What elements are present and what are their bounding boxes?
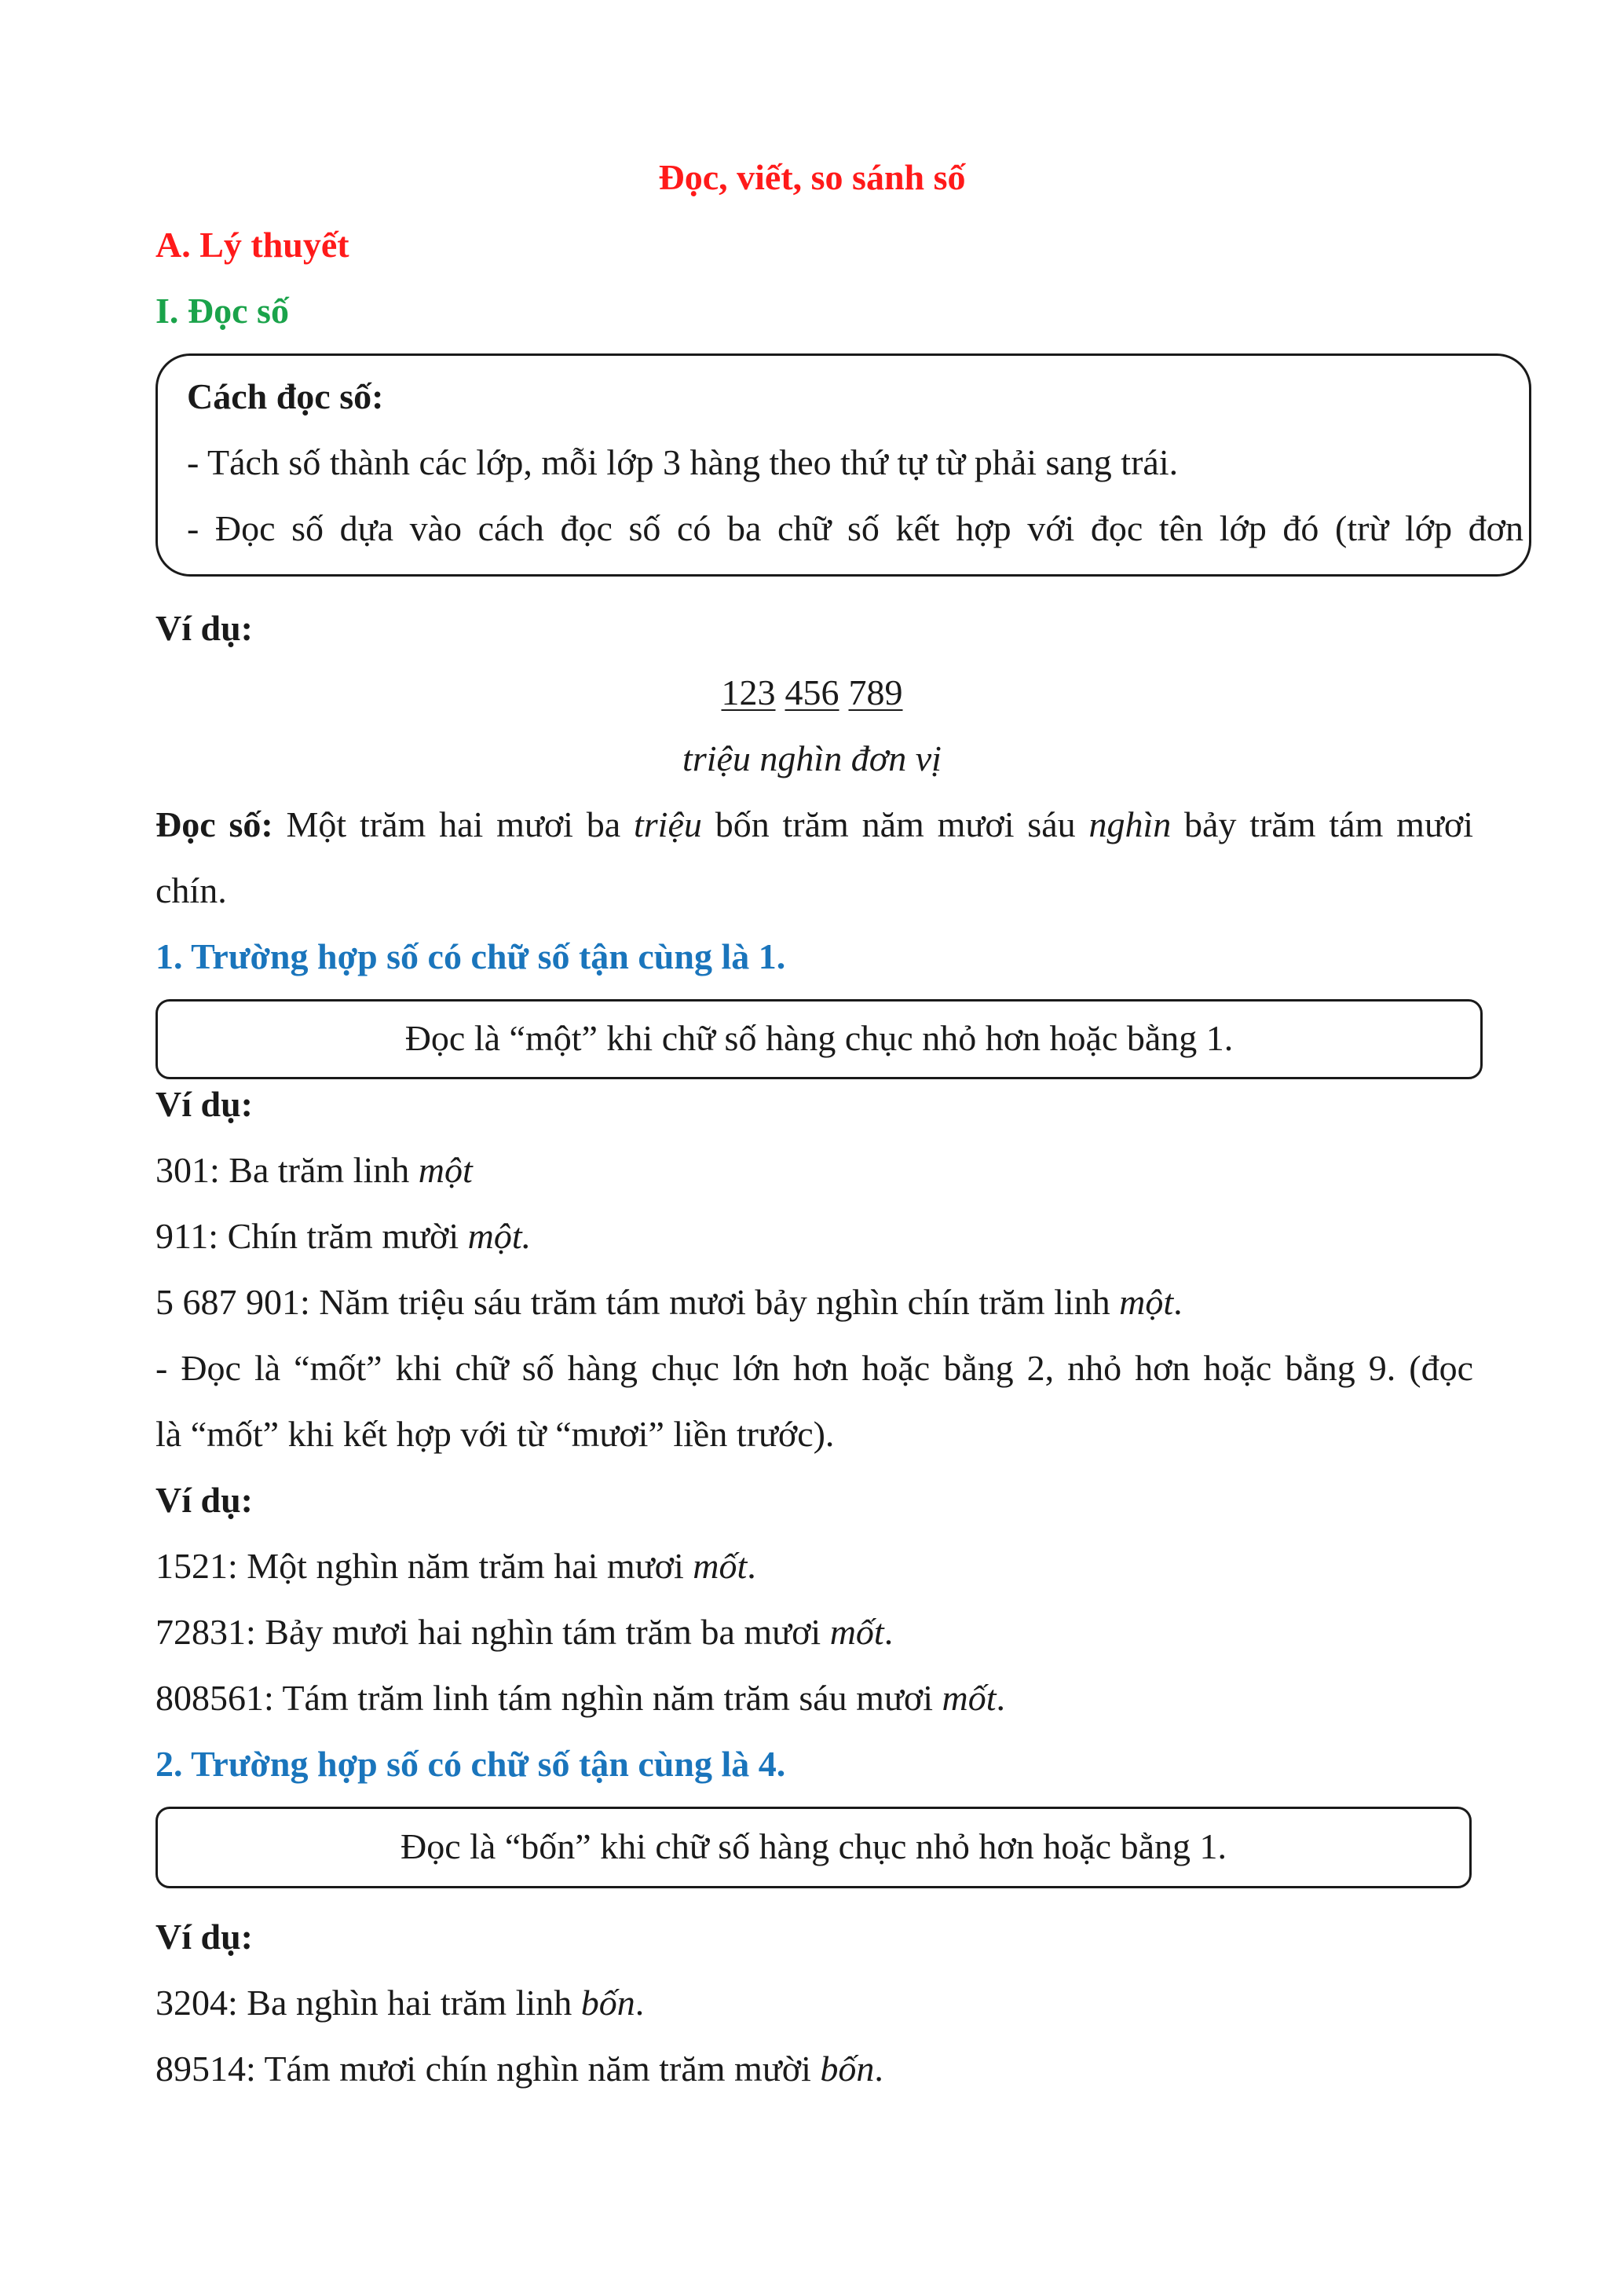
case-1-example-2 [155, 1543, 1469, 1590]
section-i-heading: I. Đọc số [155, 291, 289, 331]
case-1-note-line-2: là “mốt” khi kết hợp với từ “mươi” liền trước). [155, 1414, 835, 1454]
example-number [155, 669, 1469, 716]
case-1-example [155, 1213, 1469, 1260]
number-class-names: triệu nghìn đơn vị [682, 738, 942, 778]
example-suffix: . [747, 1546, 756, 1586]
number-group-millions: 123 [721, 672, 776, 712]
example-text: 72831: Bảy mươi hai nghìn tám trăm ba mươi [155, 1612, 830, 1652]
number-group-thousands: 456 [785, 672, 839, 712]
read-example-part: Một trăm hai mươi ba [272, 804, 634, 844]
read-example-label: Đọc số: [155, 804, 273, 844]
case-2-heading: 2. Trường hợp số có chữ số tận cùng là 4. [155, 1744, 786, 1784]
case-1-example [155, 1279, 1469, 1326]
example-suffix: . [883, 1612, 894, 1652]
example-italic: mốt [942, 1678, 997, 1718]
case-1-example-2 [155, 1609, 1469, 1656]
page-title: Đọc, viết, so sánh số [658, 157, 966, 197]
read-example-part: bảy trăm tám mươi [1171, 804, 1473, 844]
read-example-line-1 [155, 801, 1473, 848]
example-text: 3204: Ba nghìn hai trăm linh [155, 1983, 581, 2023]
example-suffix: . [635, 1983, 645, 2023]
case-1-example-label: Ví dụ: [155, 1084, 253, 1124]
case-2-example-label: Ví dụ: [155, 1917, 253, 1957]
case-1-heading: 1. Trường hợp số có chữ số tận cùng là 1. [155, 936, 786, 976]
rule-box-line-2: - Đọc số dựa vào cách đọc số có ba chữ số kết hợp với đọc tên lớp đó (trừ lớp đơn [187, 508, 1523, 548]
example-suffix: . [874, 2049, 883, 2089]
example-label: Ví dụ: [155, 608, 253, 648]
example-italic: mốt [829, 1612, 884, 1652]
case-1-example [155, 1147, 1469, 1194]
case-2-box-text: Đọc là “bốn” khi chữ số hàng chục nhỏ hơn hoặc bằng 1. [400, 1826, 1227, 1866]
case-1-box-text: Đọc là “một” khi chữ số hàng chục nhỏ hơn hoặc bằng 1. [404, 1018, 1234, 1058]
rule-box-heading: Cách đọc số: [187, 376, 384, 416]
case-1-example-2 [155, 1675, 1469, 1722]
example-italic: bốn [580, 1983, 635, 2023]
example-italic: một [1119, 1282, 1174, 1322]
case-1-example-label-2: Ví dụ: [155, 1480, 253, 1520]
read-example-part: bốn trăm năm mươi sáu [701, 804, 1089, 844]
case-2-example [155, 1979, 1469, 2027]
example-italic: một [418, 1150, 473, 1190]
example-text: 89514: Tám mươi chín nghìn năm trăm mười [155, 2049, 821, 2089]
example-text: 911: Chín trăm mười [155, 1216, 468, 1256]
read-example-italic: triệu [634, 804, 702, 844]
case-1-note-line-1: - Đọc là “mốt” khi chữ số hàng chục lớn hơn hoặc bằng 2, nhỏ hơn hoặc bằng 9. (đọc [155, 1348, 1473, 1388]
example-italic: bốn [820, 2049, 875, 2089]
section-a-heading: A. Lý thuyết [155, 225, 349, 265]
example-italic: mốt [693, 1546, 748, 1586]
example-text: 301: Ba trăm linh [155, 1150, 419, 1190]
example-italic: một. [467, 1216, 532, 1256]
case-2-example [155, 2045, 1469, 2093]
example-suffix: . [1173, 1282, 1183, 1322]
number-group-units: 789 [848, 672, 903, 712]
read-example-line-2: chín. [155, 870, 227, 910]
example-suffix: . [996, 1678, 1005, 1718]
read-example-italic: nghìn [1088, 804, 1172, 844]
example-text: 1521: Một nghìn năm trăm hai mươi [155, 1546, 693, 1586]
example-text: 5 687 901: Năm triệu sáu trăm tám mươi bảy nghìn chín trăm linh [155, 1282, 1120, 1322]
rule-box-line-1: - Tách số thành các lớp, mỗi lớp 3 hàng theo thứ tự từ phải sang trái. [187, 442, 1179, 482]
example-text: 808561: Tám trăm linh tám nghìn năm trăm sáu mươi [155, 1678, 942, 1718]
